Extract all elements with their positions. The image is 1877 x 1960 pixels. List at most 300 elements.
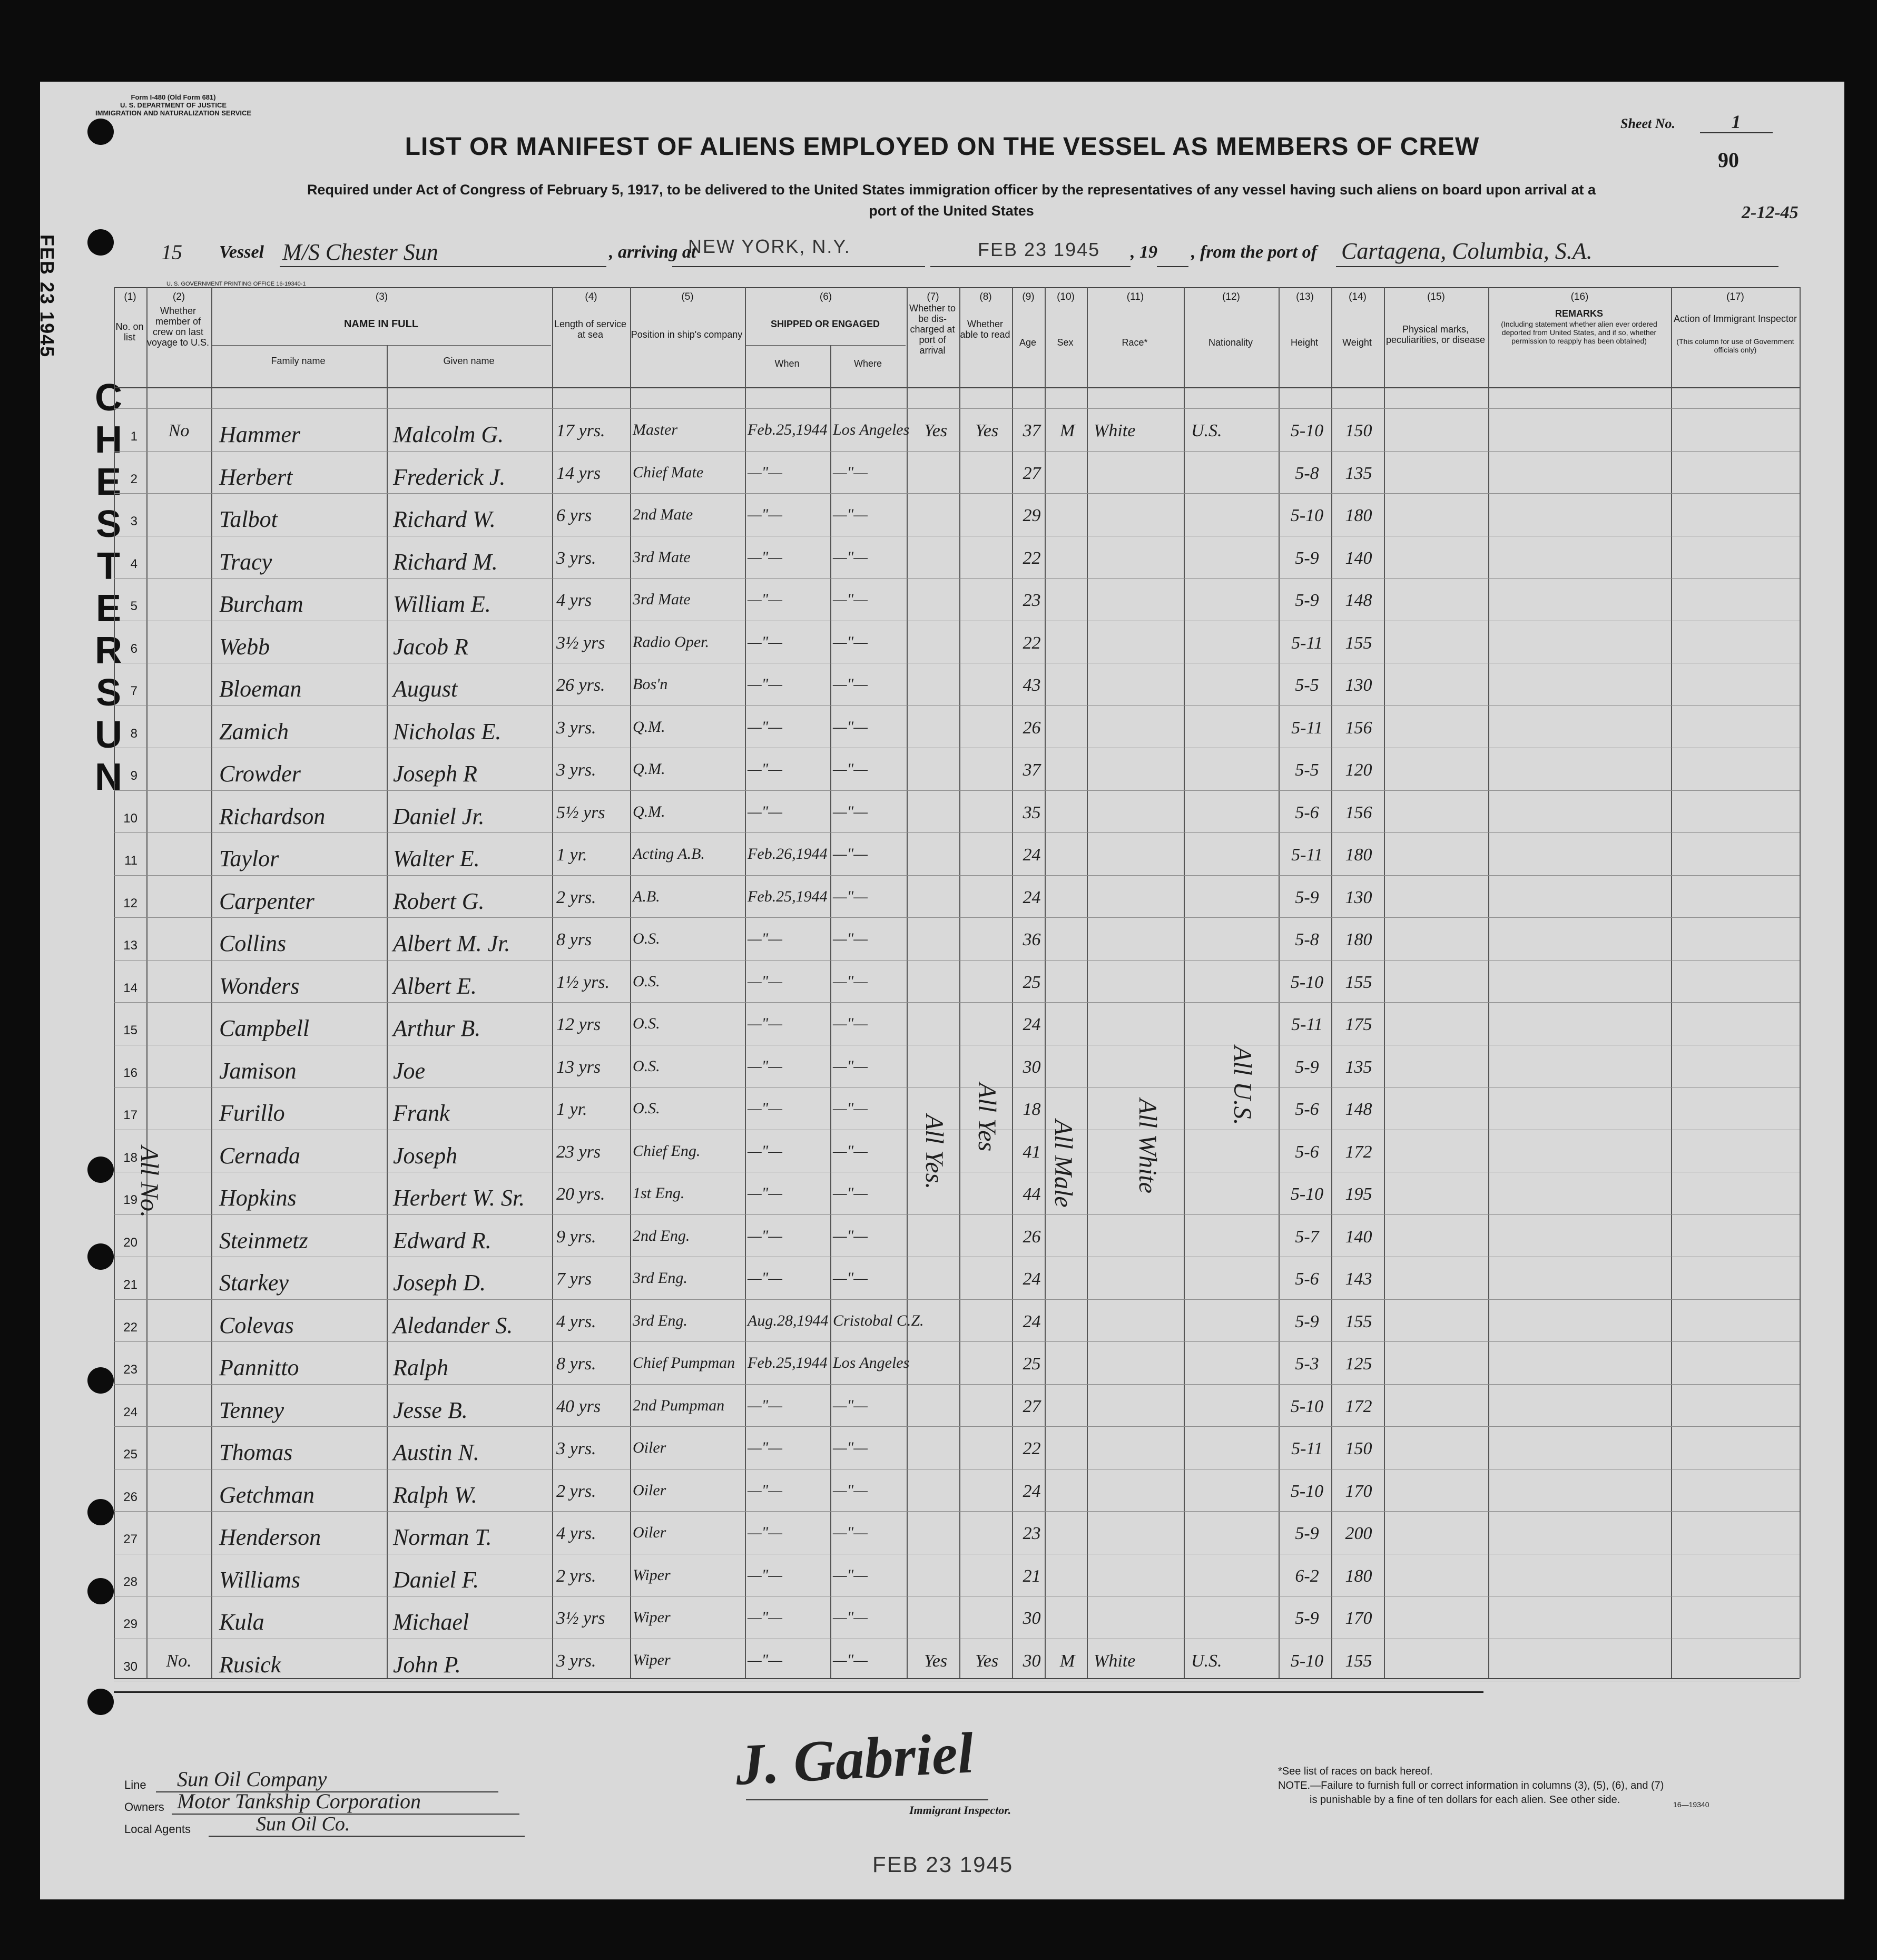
weight-cell: 150 bbox=[1345, 421, 1372, 440]
row-rule bbox=[114, 1511, 1800, 1512]
sheet-number-value: 1 bbox=[1700, 111, 1773, 133]
column-divider bbox=[1012, 287, 1013, 1678]
column-number: (17) bbox=[1726, 291, 1744, 302]
manifest-sheet bbox=[36, 82, 1844, 1899]
row-number: 14 bbox=[123, 981, 137, 995]
shipped-when-cell: —"— bbox=[748, 1524, 782, 1541]
punch-hole bbox=[87, 1578, 114, 1604]
given-name-cell: William E. bbox=[393, 591, 491, 617]
shipped-where-cell: —"— bbox=[833, 1524, 868, 1541]
side-vessel-name: CHESTER SUN bbox=[95, 377, 122, 798]
given-name-cell: Jesse B. bbox=[393, 1397, 468, 1423]
underline bbox=[1157, 266, 1188, 267]
shipped-where-cell: —"— bbox=[833, 1184, 868, 1202]
position-cell: O.S. bbox=[633, 1015, 660, 1032]
column-number: (16) bbox=[1570, 291, 1589, 302]
shipped-where-cell: —"— bbox=[833, 675, 868, 693]
given-name-cell: Joseph R bbox=[393, 761, 478, 787]
header-member-last-voyage: Whether member of crew on last voyage to U.S. bbox=[146, 306, 210, 348]
shipped-where-cell: —"— bbox=[833, 463, 868, 481]
header-shipped-engaged: SHIPPED OR ENGAGED bbox=[770, 319, 880, 329]
given-name-cell: Albert E. bbox=[393, 973, 477, 999]
age-cell: 36 bbox=[1023, 930, 1041, 949]
family-name-cell: Henderson bbox=[219, 1524, 321, 1550]
closing-line bbox=[114, 1691, 1483, 1693]
given-name-cell: John P. bbox=[393, 1651, 461, 1678]
position-cell: 3rd Mate bbox=[633, 548, 691, 566]
column-number: (5) bbox=[681, 291, 694, 302]
position-cell: Acting A.B. bbox=[633, 845, 705, 863]
position-cell: O.S. bbox=[633, 1100, 660, 1117]
row-number: 26 bbox=[123, 1489, 137, 1504]
given-name-cell: Ralph W. bbox=[393, 1482, 477, 1508]
weight-cell: 180 bbox=[1345, 930, 1372, 949]
position-cell: O.S. bbox=[633, 930, 660, 947]
shipped-where-cell: —"— bbox=[833, 1439, 868, 1456]
position-cell: 3rd Eng. bbox=[633, 1311, 687, 1329]
race-cell: White bbox=[1094, 421, 1136, 440]
able-to-read-cell: Yes bbox=[975, 1651, 999, 1671]
row-rule bbox=[114, 1384, 1800, 1385]
from-port: Cartagena, Columbia, S.A. bbox=[1341, 238, 1593, 264]
column-number: (8) bbox=[979, 291, 992, 302]
weight-cell: 130 bbox=[1345, 675, 1372, 695]
weight-cell: 120 bbox=[1345, 760, 1372, 780]
column-number: (6) bbox=[819, 291, 832, 302]
shipped-when-cell: Aug.28,1944 bbox=[748, 1311, 829, 1329]
vessel-prefix: 15 bbox=[161, 240, 182, 264]
form-id-line: U. S. DEPARTMENT OF JUSTICE bbox=[120, 101, 227, 109]
shipped-when-cell: —"— bbox=[748, 675, 782, 693]
height-cell: 5-10 bbox=[1290, 506, 1324, 525]
able-to-read-cell: Yes bbox=[975, 421, 999, 440]
height-cell: 5-9 bbox=[1295, 1311, 1319, 1331]
given-name-cell: Walter E. bbox=[393, 846, 480, 871]
height-cell: 5-5 bbox=[1295, 760, 1319, 780]
age-cell: 44 bbox=[1023, 1184, 1041, 1204]
header-when: When bbox=[774, 358, 800, 369]
shipped-when-cell: —"— bbox=[748, 1015, 782, 1032]
position-cell: Wiper bbox=[633, 1609, 671, 1626]
row-rule bbox=[114, 1002, 1800, 1003]
age-cell: 26 bbox=[1023, 718, 1041, 738]
age-cell: 21 bbox=[1023, 1566, 1041, 1586]
row-number: 30 bbox=[123, 1659, 137, 1674]
column-number: (3) bbox=[375, 291, 388, 302]
family-name-cell: Bloeman bbox=[219, 676, 302, 702]
row-number: 27 bbox=[123, 1532, 137, 1546]
nationality-cell: U.S. bbox=[1191, 1651, 1222, 1671]
underline bbox=[1336, 266, 1778, 267]
age-cell: 24 bbox=[1023, 887, 1041, 907]
length-service-cell: 5½ yrs bbox=[556, 802, 605, 822]
table-border bbox=[114, 387, 1800, 388]
punch-hole bbox=[87, 229, 114, 256]
column-divider bbox=[211, 287, 212, 1678]
length-service-cell: 2 yrs. bbox=[556, 1566, 596, 1586]
column-divider bbox=[959, 287, 960, 1678]
position-cell: 3rd Mate bbox=[633, 591, 691, 608]
row-number: 24 bbox=[123, 1405, 137, 1419]
family-name-cell: Starkey bbox=[219, 1270, 289, 1296]
column-divider bbox=[552, 287, 553, 1678]
height-cell: 5-8 bbox=[1295, 463, 1319, 483]
column-number: (7) bbox=[927, 291, 939, 302]
height-cell: 5-11 bbox=[1291, 718, 1323, 738]
column-divider bbox=[1800, 287, 1801, 1678]
shipped-where-cell: —"— bbox=[833, 506, 868, 523]
position-cell: Chief Pumpman bbox=[633, 1354, 735, 1371]
shipped-when-cell: —"— bbox=[748, 802, 782, 820]
height-cell: 5-3 bbox=[1295, 1354, 1319, 1374]
nationality-cell: U.S. bbox=[1191, 421, 1222, 440]
header-discharged: Whether to be dis-charged at port of arrival bbox=[909, 303, 956, 356]
shipped-where-cell: —"— bbox=[833, 802, 868, 820]
weight-cell: 195 bbox=[1345, 1184, 1372, 1204]
note-discharge-all-yes: All Yes. bbox=[920, 1114, 948, 1190]
race-cell: White bbox=[1094, 1651, 1136, 1671]
shipped-where-cell: —"— bbox=[833, 1481, 868, 1499]
position-cell: Chief Eng. bbox=[633, 1142, 701, 1160]
shipped-when-cell: —"— bbox=[748, 760, 782, 778]
row-number: 7 bbox=[130, 684, 137, 698]
note-races: *See list of races on back hereof. bbox=[1278, 1766, 1433, 1777]
column-number: (10) bbox=[1057, 291, 1075, 302]
height-cell: 5-11 bbox=[1291, 1439, 1323, 1458]
length-service-cell: 2 yrs. bbox=[556, 887, 596, 907]
underline bbox=[280, 266, 606, 267]
weight-cell: 155 bbox=[1345, 972, 1372, 992]
position-cell: 2nd Pumpman bbox=[633, 1396, 725, 1414]
family-name-cell: Zamich bbox=[219, 718, 289, 744]
shipped-where-cell: —"— bbox=[833, 930, 868, 947]
inspector-signature: J. Gabriel bbox=[734, 1720, 976, 1797]
given-name-cell: Albert M. Jr. bbox=[393, 930, 510, 956]
shipped-when-cell: —"— bbox=[748, 548, 782, 566]
note-nationality-all-us: All U.S. bbox=[1229, 1046, 1256, 1125]
crew-table bbox=[114, 287, 1800, 1741]
height-cell: 5-11 bbox=[1291, 845, 1323, 865]
height-cell: 5-6 bbox=[1295, 1269, 1319, 1289]
length-service-cell: 3 yrs. bbox=[556, 1439, 596, 1458]
weight-cell: 155 bbox=[1345, 633, 1372, 653]
age-cell: 37 bbox=[1023, 421, 1041, 440]
row-rule bbox=[114, 408, 1800, 409]
row-number: 15 bbox=[123, 1023, 137, 1037]
given-name-cell: Robert G. bbox=[393, 888, 485, 914]
length-service-cell: 23 yrs bbox=[556, 1142, 601, 1162]
shipped-where-cell: —"— bbox=[833, 845, 868, 863]
given-name-cell: Arthur B. bbox=[393, 1015, 481, 1041]
form-identifier bbox=[95, 93, 251, 117]
shipped-when-cell: Feb.25,1944 bbox=[748, 421, 828, 438]
shipped-where-cell: —"— bbox=[833, 1015, 868, 1032]
age-cell: 30 bbox=[1023, 1609, 1041, 1628]
row-number: 25 bbox=[123, 1447, 137, 1462]
given-name-cell: Frank bbox=[393, 1100, 450, 1126]
form-code: 16—19340 bbox=[1673, 1800, 1709, 1809]
row-number: 2 bbox=[130, 472, 137, 486]
family-name-cell: Hammer bbox=[219, 422, 300, 447]
arriving-port: NEW YORK, N.Y. bbox=[688, 236, 851, 257]
row-number: 22 bbox=[123, 1320, 137, 1335]
shipped-where-cell: —"— bbox=[833, 633, 868, 651]
sex-cell: M bbox=[1059, 1651, 1075, 1671]
family-name-cell: Wonders bbox=[219, 973, 300, 999]
row-rule bbox=[114, 790, 1800, 791]
height-cell: 5-9 bbox=[1295, 548, 1319, 568]
age-cell: 25 bbox=[1023, 972, 1041, 992]
form-id-line: Form I-480 (Old Form 681) bbox=[131, 93, 216, 101]
shipped-when-cell: —"— bbox=[748, 930, 782, 947]
shipped-when-cell: —"— bbox=[748, 1184, 782, 1202]
weight-cell: 156 bbox=[1345, 718, 1372, 738]
position-cell: Q.M. bbox=[633, 760, 665, 778]
age-cell: 24 bbox=[1023, 1481, 1041, 1501]
header-nationality: Nationality bbox=[1208, 337, 1253, 348]
height-cell: 5-10 bbox=[1290, 1481, 1324, 1501]
length-service-cell: 3 yrs. bbox=[556, 718, 596, 738]
column-divider bbox=[387, 345, 388, 1678]
family-name-cell: Taylor bbox=[219, 846, 279, 871]
age-cell: 22 bbox=[1023, 548, 1041, 568]
punch-hole bbox=[87, 1367, 114, 1394]
age-cell: 30 bbox=[1023, 1057, 1041, 1077]
family-name-cell: Campbell bbox=[219, 1015, 310, 1041]
shipped-when-cell: Feb.25,1944 bbox=[748, 887, 828, 905]
column-divider bbox=[114, 287, 115, 1678]
header-name-in-full: NAME IN FULL bbox=[343, 318, 419, 330]
column-divider bbox=[1087, 287, 1088, 1678]
family-name-cell: Burcham bbox=[219, 591, 303, 617]
position-cell: Bos'n bbox=[633, 675, 668, 693]
column-number: (2) bbox=[172, 291, 185, 302]
shipped-when-cell: —"— bbox=[748, 1100, 782, 1117]
position-cell: 1st Eng. bbox=[633, 1184, 685, 1202]
family-name-cell: Kula bbox=[219, 1609, 264, 1635]
table-border bbox=[114, 1678, 1800, 1679]
weight-cell: 143 bbox=[1345, 1269, 1372, 1289]
age-cell: 24 bbox=[1023, 845, 1041, 865]
row-rule bbox=[114, 1426, 1800, 1427]
position-cell: Q.M. bbox=[633, 802, 665, 820]
line-label: Line bbox=[124, 1778, 146, 1791]
position-cell: 3rd Eng. bbox=[633, 1269, 687, 1287]
given-name-cell: August bbox=[393, 676, 458, 702]
inspector-date-stamp: FEB 23 1945 bbox=[872, 1852, 1014, 1877]
height-cell: 5-9 bbox=[1295, 1609, 1319, 1628]
length-service-cell: 26 yrs. bbox=[556, 675, 605, 695]
discharged-cell: Yes bbox=[923, 421, 948, 440]
row-number: 28 bbox=[123, 1574, 137, 1589]
family-name-cell: Richardson bbox=[219, 803, 326, 829]
age-cell: 41 bbox=[1023, 1142, 1041, 1162]
subtitle-line-1: Required under Act of Congress of February 5, 1917, to be delivered to the United States immigration officer by the representatives of any vessel having such aliens on board upon arrival at a bbox=[307, 182, 1596, 198]
shipped-when-cell: —"— bbox=[748, 1481, 782, 1499]
family-name-cell: Pannitto bbox=[219, 1355, 299, 1380]
row-number: 10 bbox=[123, 811, 137, 826]
shipped-when-cell: —"— bbox=[748, 1566, 782, 1584]
note-sex-all-male: All Male bbox=[1049, 1120, 1077, 1208]
header-position: Position in ship's company bbox=[631, 329, 743, 340]
height-cell: 5-10 bbox=[1290, 1396, 1324, 1416]
weight-cell: 140 bbox=[1345, 548, 1372, 568]
length-service-cell: 9 yrs. bbox=[556, 1227, 596, 1247]
year-label: , 19 bbox=[1131, 242, 1157, 262]
given-name-cell: Nicholas E. bbox=[393, 718, 502, 744]
row-rule bbox=[114, 832, 1800, 833]
family-name-cell: Steinmetz bbox=[219, 1227, 308, 1253]
member-cell: No bbox=[168, 421, 190, 440]
column-divider bbox=[1384, 287, 1385, 1678]
length-service-cell: 1½ yrs. bbox=[556, 972, 610, 992]
weight-cell: 180 bbox=[1345, 1566, 1372, 1586]
given-name-cell: Herbert W. Sr. bbox=[393, 1185, 525, 1211]
shipped-when-cell: —"— bbox=[748, 1439, 782, 1456]
column-number: (9) bbox=[1022, 291, 1035, 302]
position-cell: Wiper bbox=[633, 1566, 671, 1584]
note-race-all-white: All White bbox=[1134, 1099, 1162, 1193]
height-cell: 5-7 bbox=[1295, 1227, 1319, 1247]
weight-cell: 172 bbox=[1345, 1396, 1372, 1416]
length-service-cell: 8 yrs. bbox=[556, 1354, 596, 1374]
column-number: (15) bbox=[1427, 291, 1445, 302]
weight-cell: 148 bbox=[1345, 1100, 1372, 1119]
given-name-cell: Daniel F. bbox=[393, 1566, 479, 1593]
length-service-cell: 4 yrs. bbox=[556, 1524, 596, 1543]
owners-label: Owners bbox=[124, 1800, 164, 1814]
sheet-label: Sheet No. bbox=[1620, 116, 1675, 131]
given-name-cell: Richard W. bbox=[393, 506, 496, 532]
shipped-when-cell: —"— bbox=[748, 1227, 782, 1244]
height-cell: 5-11 bbox=[1291, 633, 1323, 653]
age-cell: 30 bbox=[1023, 1651, 1041, 1671]
shipped-where-cell: —"— bbox=[833, 1651, 868, 1669]
length-service-cell: 7 yrs bbox=[556, 1269, 592, 1289]
family-name-cell: Colevas bbox=[219, 1312, 294, 1338]
row-number: 1 bbox=[130, 429, 137, 444]
column-number: (11) bbox=[1126, 291, 1144, 302]
given-name-cell: Jacob R bbox=[393, 633, 468, 660]
side-date-stamp: FEB 23 1945 bbox=[36, 234, 58, 358]
height-cell: 5-6 bbox=[1295, 1142, 1319, 1162]
agents-value: Sun Oil Co. bbox=[256, 1813, 350, 1835]
given-name-cell: Richard M. bbox=[393, 548, 498, 575]
weight-cell: 175 bbox=[1345, 1015, 1372, 1034]
inspector-label: Immigrant Inspector. bbox=[909, 1804, 1011, 1817]
page-title: LIST OR MANIFEST OF ALIENS EMPLOYED ON THE VESSEL AS MEMBERS OF CREW bbox=[405, 133, 1480, 161]
note-member-all-no: All No. bbox=[135, 1146, 163, 1218]
age-cell: 24 bbox=[1023, 1015, 1041, 1034]
row-number: 9 bbox=[130, 769, 137, 783]
row-rule bbox=[114, 578, 1800, 579]
underline bbox=[930, 266, 1131, 267]
age-cell: 37 bbox=[1023, 760, 1041, 780]
header-height: Height bbox=[1290, 337, 1319, 348]
row-rule bbox=[114, 960, 1800, 961]
family-name-cell: Thomas bbox=[219, 1439, 293, 1465]
row-number: 11 bbox=[124, 854, 137, 868]
note-text-2: is punishable by a fine of ten dollars for each alien. See other side. bbox=[1310, 1794, 1620, 1806]
header-no-on-list: No. on list bbox=[115, 321, 144, 342]
header-physical-marks: Physical marks, peculiarities, or disease bbox=[1385, 324, 1486, 345]
length-service-cell: 3 yrs. bbox=[556, 760, 596, 780]
height-cell: 5-6 bbox=[1295, 1100, 1319, 1119]
given-name-cell: Malcolm G. bbox=[393, 422, 504, 447]
shipped-where-cell: —"— bbox=[833, 1609, 868, 1626]
member-cell: No. bbox=[166, 1651, 192, 1671]
shipped-when-cell: —"— bbox=[748, 1396, 782, 1414]
shipped-when-cell: —"— bbox=[748, 1609, 782, 1626]
position-cell: Q.M. bbox=[633, 718, 665, 736]
position-cell: Oiler bbox=[633, 1439, 666, 1456]
header-remarks: REMARKS bbox=[1555, 308, 1603, 319]
column-divider bbox=[907, 287, 908, 1678]
given-name-cell: Norman T. bbox=[393, 1524, 492, 1550]
column-divider bbox=[630, 287, 631, 1678]
given-name-cell: Austin N. bbox=[393, 1439, 479, 1465]
column-divider bbox=[830, 345, 831, 1678]
shipped-when-cell: —"— bbox=[748, 463, 782, 481]
age-cell: 22 bbox=[1023, 1439, 1041, 1458]
height-cell: 5-10 bbox=[1290, 1651, 1324, 1671]
position-cell: 2nd Eng. bbox=[633, 1227, 690, 1244]
shipped-where-cell: —"— bbox=[833, 591, 868, 608]
punch-hole bbox=[87, 1499, 114, 1525]
punch-hole bbox=[87, 1243, 114, 1270]
family-name-cell: Rusick bbox=[219, 1651, 281, 1678]
column-divider bbox=[1331, 287, 1332, 1678]
header-action-sub: (This column for use of Government officials only) bbox=[1676, 337, 1794, 354]
header-family-name: Family name bbox=[271, 356, 326, 366]
column-number: (1) bbox=[124, 291, 136, 302]
given-name-cell: Joseph bbox=[393, 1142, 458, 1169]
row-number: 21 bbox=[123, 1278, 137, 1292]
underline bbox=[672, 266, 925, 267]
family-name-cell: Jamison bbox=[219, 1057, 297, 1084]
shipped-when-cell: Feb.25,1944 bbox=[748, 1354, 828, 1371]
page-number: 90 bbox=[1718, 148, 1739, 172]
age-cell: 23 bbox=[1023, 1524, 1041, 1543]
shipped-when-cell: —"— bbox=[748, 1057, 782, 1075]
sheet-number bbox=[1620, 111, 1773, 133]
given-name-cell: Daniel Jr. bbox=[393, 803, 485, 829]
age-cell: 43 bbox=[1023, 675, 1041, 695]
row-number: 20 bbox=[123, 1235, 137, 1250]
column-divider bbox=[745, 287, 746, 1678]
row-rule bbox=[114, 1214, 1800, 1215]
corner-note: 2-12-45 bbox=[1742, 203, 1799, 222]
shipped-where-cell: —"— bbox=[833, 760, 868, 778]
row-number: 18 bbox=[123, 1150, 137, 1165]
owners-value: Motor Tankship Corporation bbox=[177, 1789, 421, 1813]
shipped-where-cell: Los Angeles bbox=[833, 1354, 910, 1371]
vessel-name: M/S Chester Sun bbox=[282, 239, 438, 265]
punch-hole bbox=[87, 1157, 114, 1183]
header-divider bbox=[211, 345, 551, 346]
row-number: 17 bbox=[123, 1108, 137, 1122]
header-given-name: Given name bbox=[443, 356, 495, 366]
height-cell: 5-9 bbox=[1295, 591, 1319, 610]
family-name-cell: Williams bbox=[219, 1566, 301, 1593]
height-cell: 5-9 bbox=[1295, 1524, 1319, 1543]
row-number: 8 bbox=[130, 726, 137, 741]
position-cell: Oiler bbox=[633, 1524, 666, 1541]
shipped-when-cell: —"— bbox=[748, 591, 782, 608]
weight-cell: 140 bbox=[1345, 1227, 1372, 1247]
from-port-label: , from the port of bbox=[1191, 242, 1317, 262]
family-name-cell: Tenney bbox=[219, 1397, 284, 1423]
